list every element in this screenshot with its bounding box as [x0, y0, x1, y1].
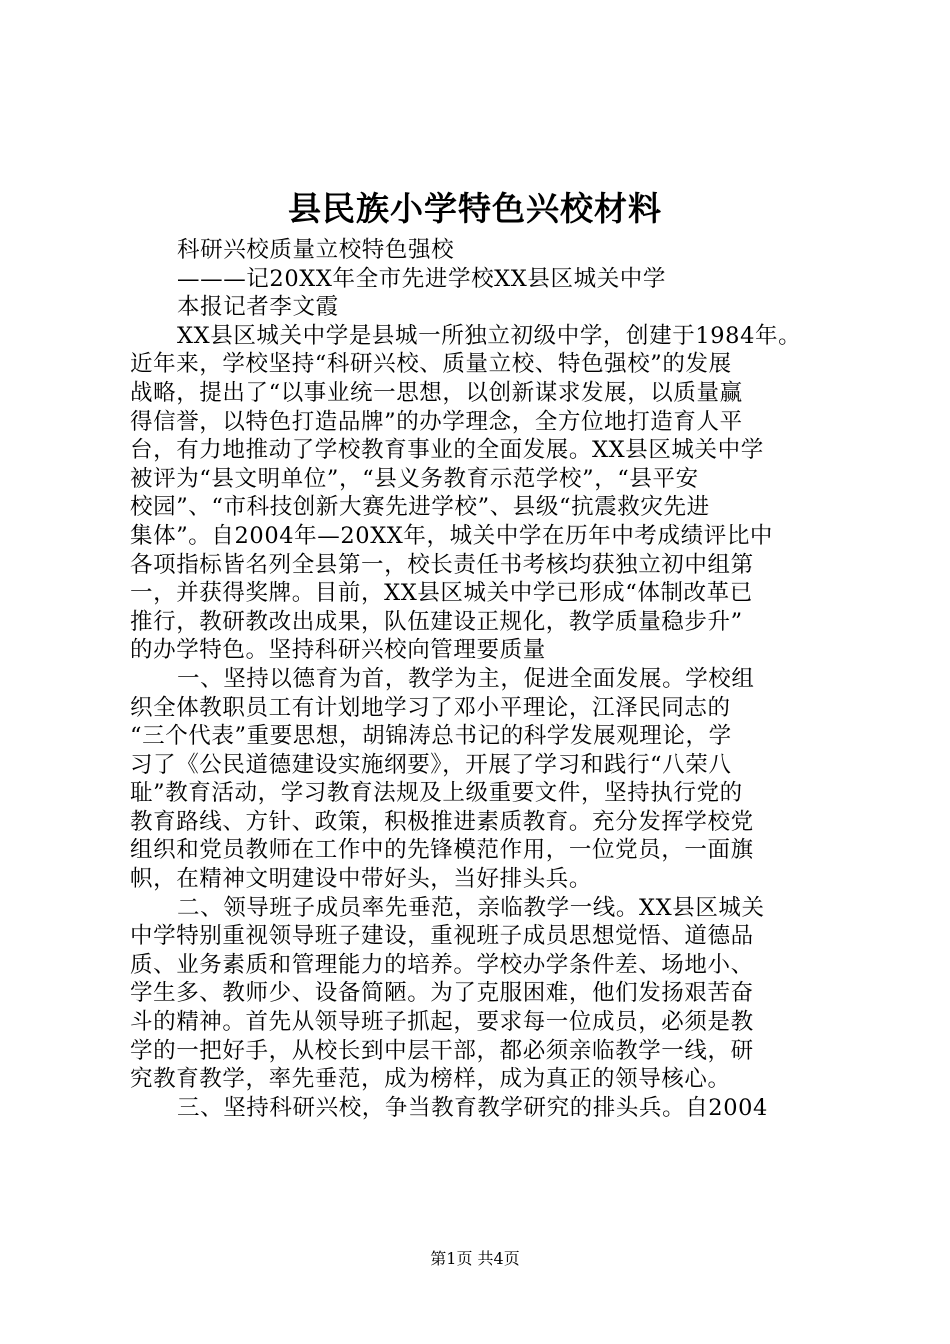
text-line: 科研兴校质量立校特色强校 — [177, 237, 455, 263]
text-line: ———记20XX年全市先进学校XX县区城关中学 — [177, 265, 667, 292]
text-line: 斗的精神。首先从领导班子抓起，要求每一位成员，必须是教 — [130, 1009, 754, 1036]
text-line: 本报记者李文霞 — [177, 294, 339, 321]
text-line: 近年来，学校坚持“科研兴校、质量立校、特色强校”的发展 — [130, 351, 732, 378]
text-line: 集体”。自2004年—20XX年，城关中学在历年中考成绩评比中 — [130, 522, 774, 549]
text-line: 学的一把好手，从校长到中层干部，都必须亲临教学一线，研 — [130, 1037, 754, 1064]
text-line: 被评为“县文明单位”，“县义务教育示范学校”，“县平安 — [130, 465, 699, 492]
text-line: 战略，提出了“以事业统一思想，以创新谋求发展，以质量赢 — [130, 379, 743, 406]
text-line: 帜，在精神文明建设中带好头，当好排头兵。 — [130, 866, 593, 893]
text-line: 究教育教学，率先垂范，成为榜样，成为真正的领导核心。 — [130, 1066, 731, 1093]
text-line: 二、领导班子成员率先垂范，亲临教学一线。XX县区城关 — [177, 894, 765, 921]
text-line: 三、坚持科研兴校，争当教育教学研究的排头兵。自2004 — [177, 1094, 768, 1121]
text-line: 一、坚持以德育为首，教学为主，促进全面发展。学校组 — [177, 665, 755, 692]
text-line: 教育路线、方针、政策，积极推进素质教育。充分发挥学校党 — [130, 808, 754, 835]
text-line: 推行，教研教改出成果，队伍建设正规化，教学质量稳步升” — [130, 608, 743, 635]
text-line: 台，有力地推动了学校教育事业的全面发展。XX县区城关中学 — [130, 437, 764, 464]
text-line: 校园”、“市科技创新大赛先进学校”、县级“抗震救灾先进 — [130, 494, 710, 521]
text-line: 耻”教育活动，学习教育法规及上级重要文件，坚持执行党的 — [130, 780, 743, 807]
text-line: XX县区城关中学是县城一所独立初级中学，创建于1984年。 — [177, 322, 802, 349]
document-title: 县民族小学特色兴校材料 — [288, 189, 662, 228]
text-line: 组织和党员教师在工作中的先锋模范作用，一位党员，一面旗 — [130, 837, 754, 864]
text-line: 的办学特色。坚持科研兴校向管理要质量 — [130, 637, 546, 664]
text-line: 一，并获得奖牌。目前，XX县区城关中学已形成“体制改革已 — [130, 580, 753, 607]
text-line: 织全体教职员工有计划地学习了邓小平理论，江泽民同志的 — [130, 694, 731, 721]
document-body — [130, 236, 835, 1122]
text-line: 习了《公民道德建设实施纲要》，开展了学习和践行“八荣八 — [130, 751, 732, 778]
text-line: 学生多、教师少、设备简陋。为了克服困难，他们发扬艰苦奋 — [130, 980, 754, 1007]
text-line: 各项指标皆名列全县第一，校长责任书考核均获独立初中组第 — [130, 551, 754, 578]
text-line: 质、业务素质和管理能力的培养。学校办学条件差、场地小、 — [130, 951, 754, 978]
text-line: “三个代表”重要思想，胡锦涛总书记的科学发展观理论，学 — [130, 723, 732, 750]
text-line: 得信誉，以特色打造品牌”的办学理念，全方位地打造育人平 — [130, 408, 743, 435]
page-number-footer: 第1页 共4页 — [430, 1249, 520, 1268]
text-line: 中学特别重视领导班子建设，重视班子成员思想觉悟、道德品 — [130, 923, 754, 950]
